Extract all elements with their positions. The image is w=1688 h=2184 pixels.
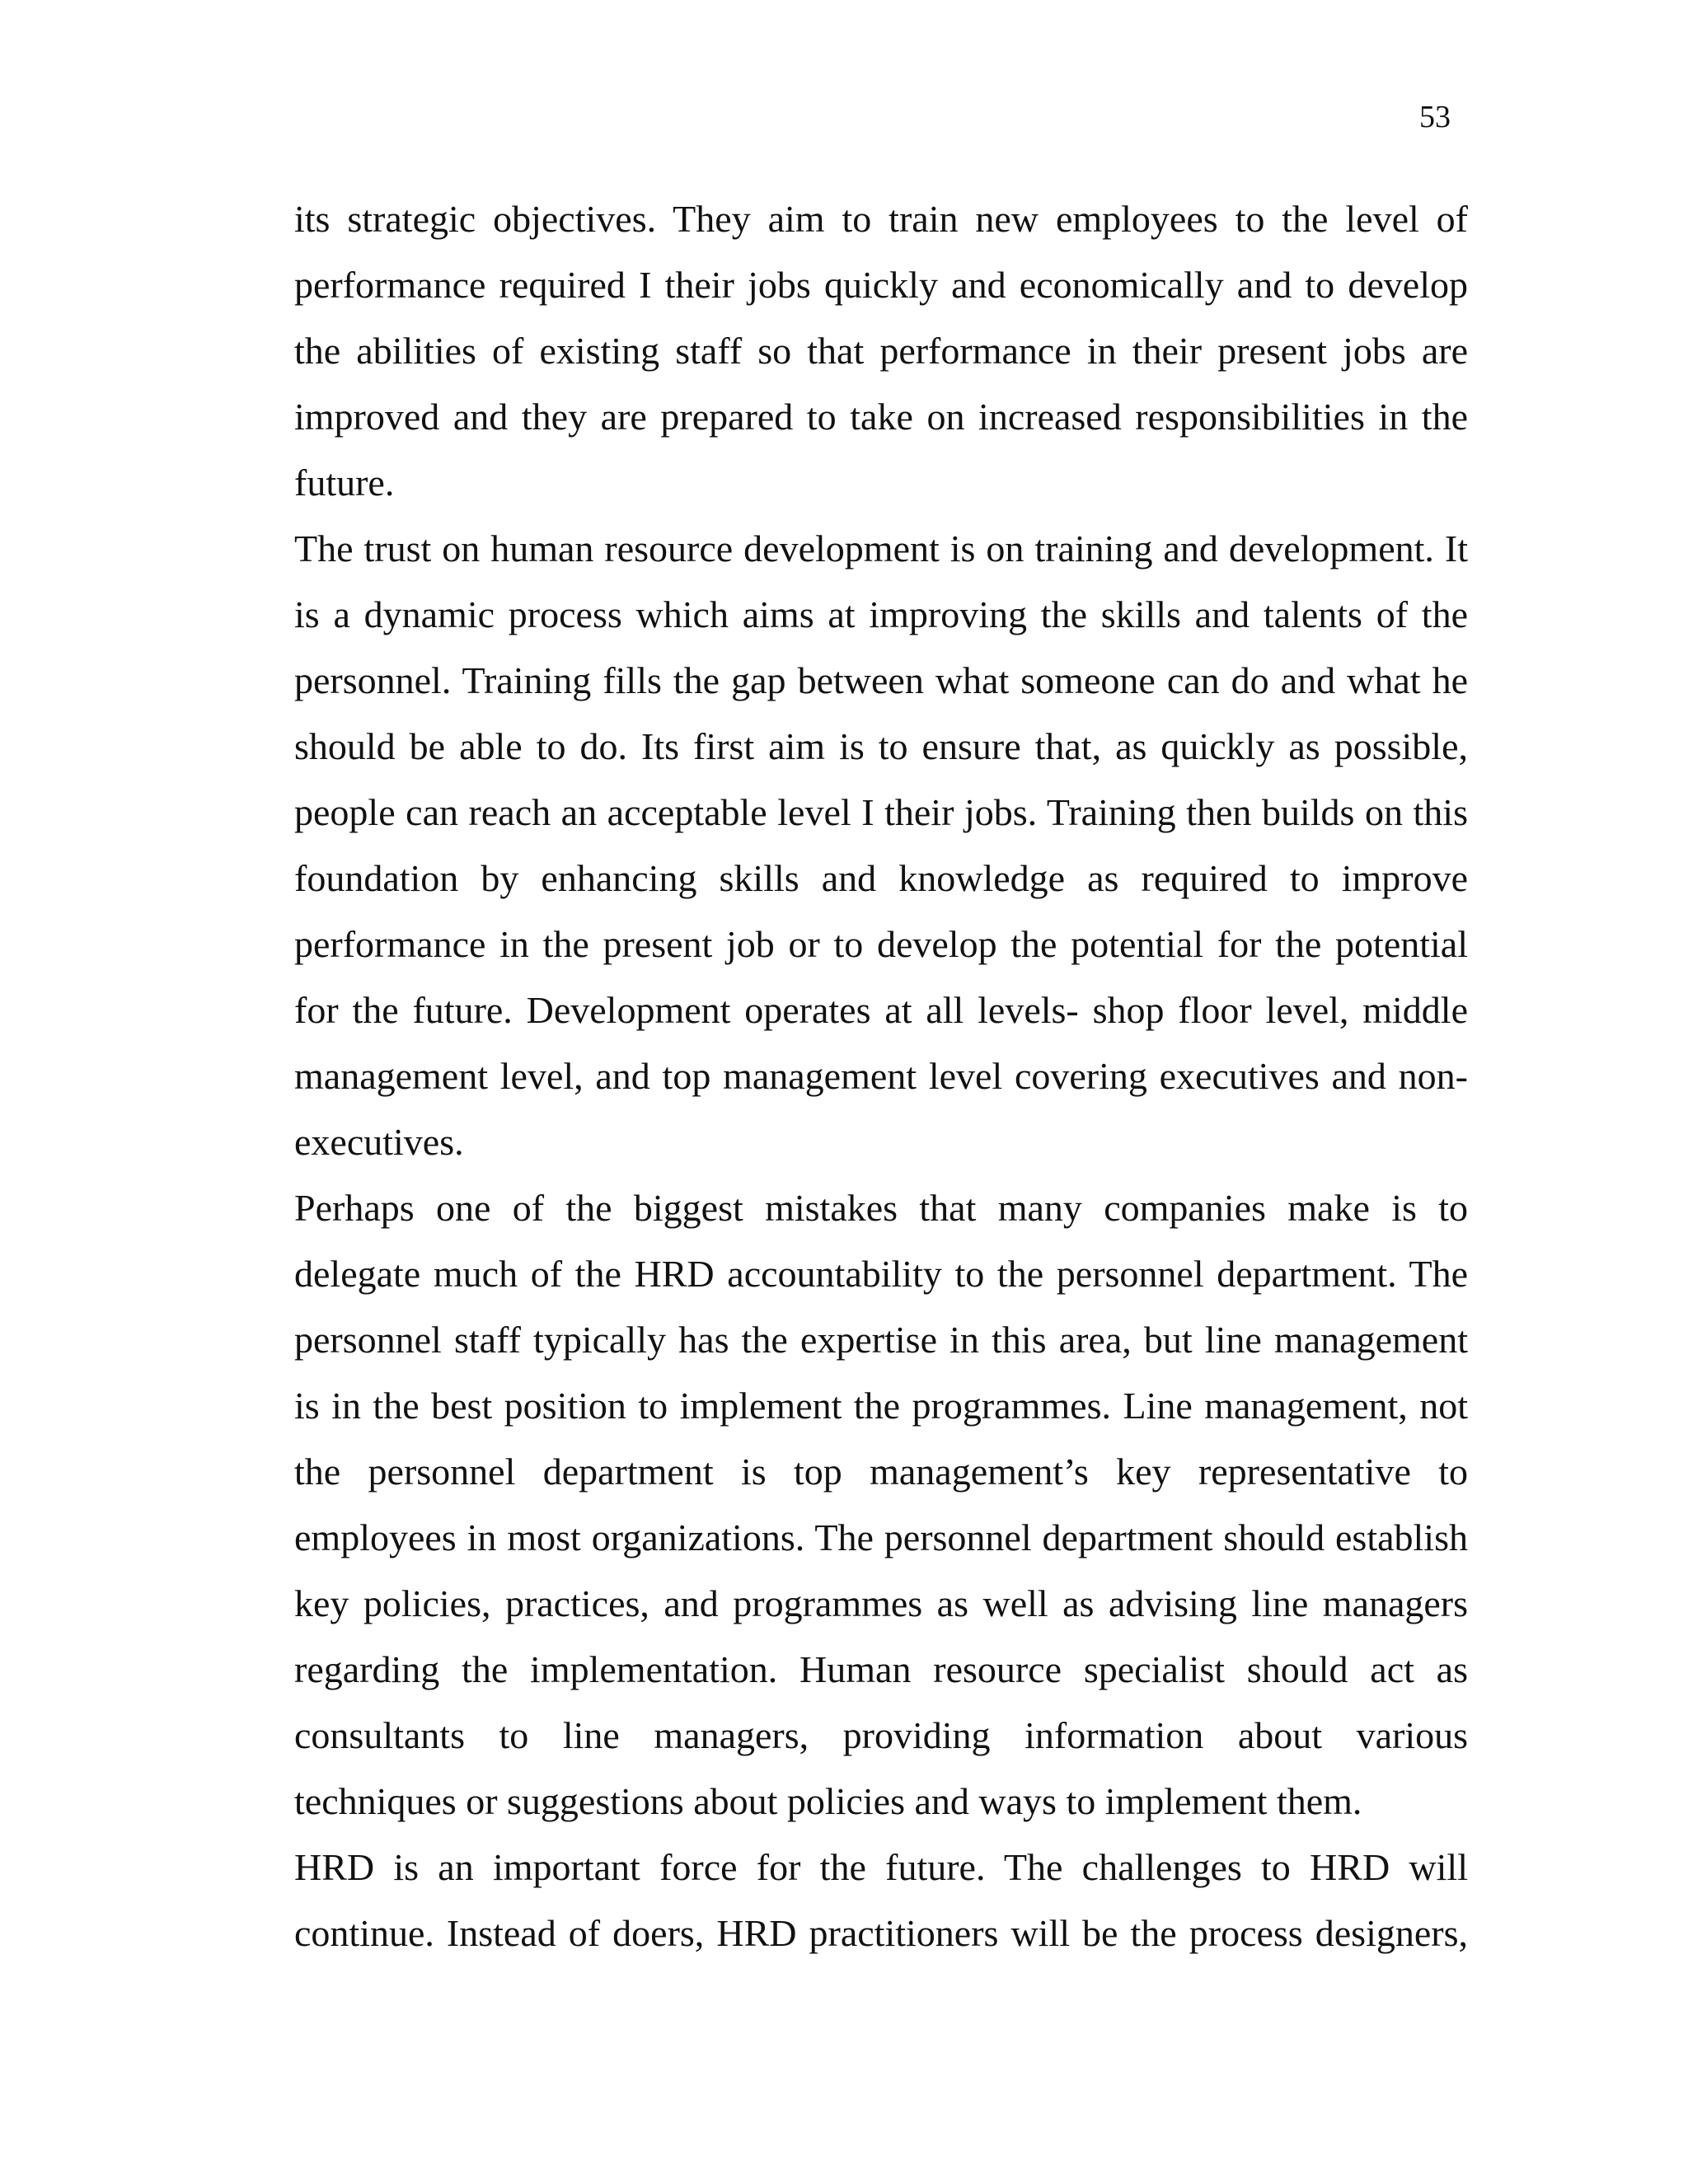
text-line: is a dynamic process which aims at improving the skills and talents of the — [294, 593, 1468, 635]
paragraph-3 — [294, 1175, 1468, 1835]
text-line: regarding the implementation. Human resource specialist should act as — [294, 1648, 1468, 1690]
text-line: employees in most organizations. The personnel department should establish — [294, 1516, 1468, 1558]
text-line: management level, and top management level covering executives and non- — [294, 1055, 1468, 1097]
text-line: foundation by enhancing skills and knowledge as required to improve — [294, 857, 1468, 899]
text-line: executives. — [294, 1121, 464, 1163]
text-line: techniques or suggestions about policies and ways to implement them. — [294, 1780, 1362, 1822]
text-line: for the future. Development operates at all levels- shop floor level, middle — [294, 989, 1468, 1031]
text-line: Perhaps one of the biggest mistakes that many companies make is to — [294, 1187, 1468, 1229]
text-line: its strategic objectives. They aim to train new employees to the level of — [294, 198, 1468, 240]
text-line: continue. Instead of doers, HRD practitioners will be the process designers, — [294, 1912, 1468, 1954]
text-line: delegate much of the HRD accountability to the personnel department. The — [294, 1253, 1468, 1295]
text-line: the abilities of existing staff so that performance in their present jobs are — [294, 330, 1468, 372]
text-line: should be able to do. Its first aim is to ensure that, as quickly as possible, — [294, 725, 1468, 767]
text-line: performance required I their jobs quickly and economically and to develop — [294, 264, 1468, 306]
text-line: performance in the present job or to develop the potential for the potential — [294, 923, 1468, 965]
text-line: key policies, practices, and programmes as well as advising line managers — [294, 1582, 1468, 1624]
text-line: the personnel department is top management’s key representative to — [294, 1451, 1468, 1493]
text-line: personnel. Training fills the gap between what someone can do and what he — [294, 659, 1468, 701]
text-line: HRD is an important force for the future. The challenges to HRD will — [294, 1846, 1468, 1888]
text-line: people can reach an acceptable level I their jobs. Training then builds on this — [294, 791, 1468, 833]
paragraph-4 — [294, 1835, 1468, 1966]
text-line: improved and they are prepared to take on increased responsibilities in the — [294, 396, 1468, 438]
text-line: personnel staff typically has the expertise in this area, but line management — [294, 1319, 1468, 1361]
body-text — [294, 186, 1468, 1966]
text-line: consultants to line managers, providing information about various — [294, 1714, 1468, 1756]
paragraph-1 — [294, 186, 1468, 516]
page-number: 53 — [1419, 100, 1451, 134]
text-line: future. — [294, 462, 395, 504]
paragraph-2 — [294, 516, 1468, 1175]
text-line: The trust on human resource development is on training and development. It — [294, 527, 1468, 569]
text-line: is in the best position to implement the programmes. Line management, not — [294, 1385, 1468, 1427]
